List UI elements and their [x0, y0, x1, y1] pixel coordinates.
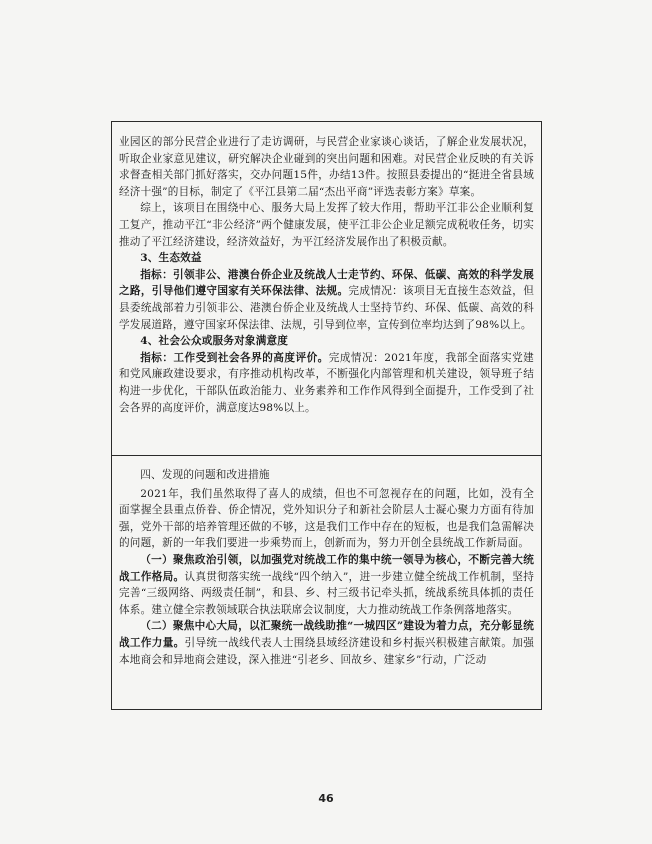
heading-ecological-benefit: 3、生态效益 [140, 252, 202, 265]
paragraph-satisfaction-indicator [119, 350, 534, 416]
paragraph-problems: 2021年，我们虽然取得了喜人的成绩，但也不可忽视存在的问题，比如，没有全面掌握全县重点侨眷、侨企情况，党外知识分子和新社会阶层人士凝心聚力方面有待加强，党外干部的培养管理还做的不够，这是我们工作中存在的短板，也是我们急需解决的问题，新的一年我们要进一步乘势而上，创新而为，努力开创全县统战工作新局面。 [119, 487, 534, 550]
completion-text: 完成情况：2021年度，我部全面落实党建和党风廉政建设要求，有序推动机构改革，不断强化内部管理和机关建设，领导班子结构进一步优化，干部队伍政治能力、业务素养和工作作风得到全面提升，工作受到了社会各界的高度评价，满意度达98%以上。 [119, 351, 534, 414]
paragraph-summary: 综上，该项目在围绕中心、服务大局上发挥了较大作用，帮助平江非公企业顺利复工复产，推动平江“非公经济”两个健康发展，使平江非公企业足额完成税收任务，切实推动了平江经济建设，经济效益好，为平江经济发展作出了积极贡献。 [119, 202, 534, 248]
measure-heading: （一）聚焦政治引领，以加强党对统战工作的集中统一领导为核心，不断完善大统战工作格局。 [119, 553, 534, 583]
report-table-frame [111, 121, 542, 710]
paragraph-measure-central [119, 618, 534, 668]
measure-text: 认真贯彻落实统一战线“四个纳入”，进一步建立健全统战工作机制，坚持完善“三级网络、两级责任制”，和县、乡、村三级书记牵头抓，统战系统具体抓的责任体系。建立健全宗教领域联合执法联席会议制度，大力推动统战工作条例落地落实。 [119, 570, 535, 616]
measure-text: 引导统一战线代表人士围绕县域经济建设和乡村振兴积极建言献策。加强本地商会和异地商会建设，深入推进“引老乡、回故乡、建家乡”行动，广泛动 [119, 636, 534, 666]
indicator-label: 指标： [140, 268, 174, 281]
indicator-text: 引领非公、港澳台侨企业及统战人士走节约、环保、低碳、高效的科学发展之路，引导他们遵守国家有关环保法律、法规。 [119, 268, 534, 298]
problems-section [119, 465, 534, 668]
paragraph-measure-political [119, 552, 534, 618]
table-divider [112, 455, 541, 456]
indicator-label: 指标： [140, 351, 174, 364]
paragraph-enterprise-visits: 业园区的部分民营企业进行了走访调研，与民营企业家谈心谈话，了解企业发展状况，听取企业家意见建议，研究解决企业碰到的突出问题和困难。对民营企业反映的有关诉求督查相关部门抓好落实，交办问题15件，办结13件。按照县委提出的“挺进全省县域经济十强”的目标，制定了《平江县第二届“杰出平商”评选表彰方案》草案。 [119, 136, 534, 198]
indicator-text: 工作受到社会各界的高度评价。 [173, 351, 329, 364]
paragraph-ecological-indicator [119, 267, 534, 333]
page-number: 46 [318, 792, 334, 805]
heading-satisfaction: 4、社会公众或服务对象满意度 [140, 335, 289, 348]
performance-section [119, 134, 534, 416]
completion-text: 完成情况：该项目无直接生态效益，但县委统战部着力引领非公、港澳台侨企业及统战人士坚持节约、环保、低碳、高效的科学发展道路，遵守国家环保法律、法规，引导到位率，宣传到位率均达到了98%以上。 [119, 285, 535, 331]
measure-heading: （二）聚焦中心大局，以汇聚统一战线助推“一城四区”建设为着力点，充分彰显统战工作力量。 [119, 620, 534, 649]
section-title-problems: 四、发现的问题和改进措施 [140, 469, 270, 481]
